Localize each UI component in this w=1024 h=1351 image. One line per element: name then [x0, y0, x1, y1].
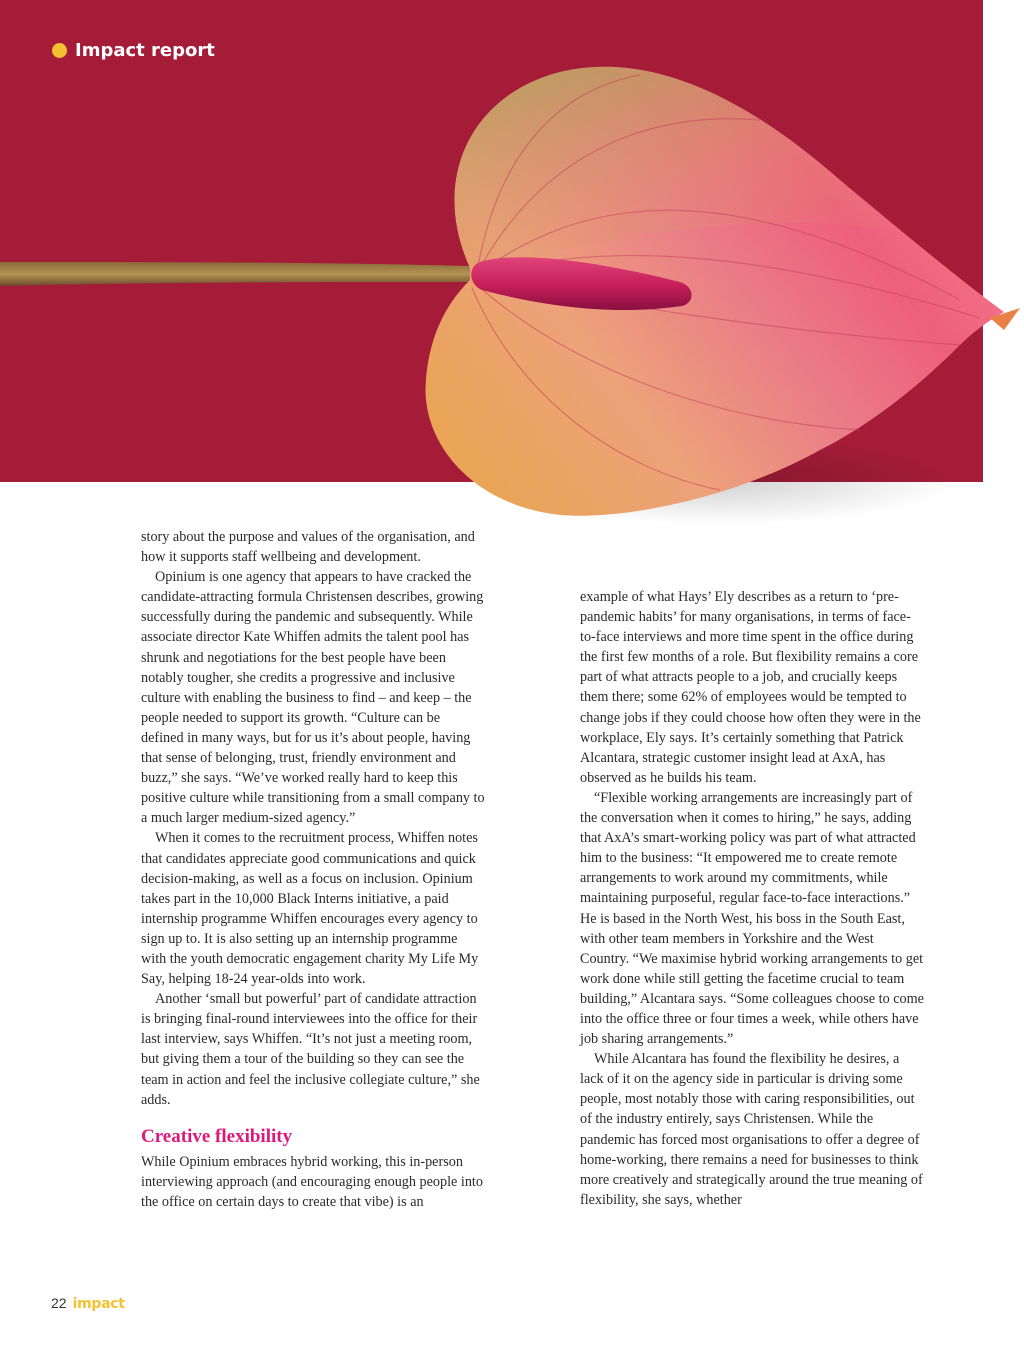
article-column-left [141, 527, 486, 1212]
paragraph: While Alcantara has found the flexibility he desires, a lack of it on the agency side in particular is driving some people, most notably those with caring responsibilities, out of the industry entirely, says Christensen. While the pandemic has forced most organisations to offer a degree of home-working, there remains a need for businesses to think more creatively and strategically around the true meaning of flexibility, she says, whether [580, 1051, 923, 1208]
section-tag [52, 40, 215, 61]
paragraph: Opinium is one agency that appears to have cracked the candidate-attracting formula Christensen describes, growing successfully during the pandemic and subsequently. While associate director Kate Whiffen admits the talent pool has shrunk and negotiations for the best people have been notably tougher, she credits a progressive and inclusive culture with enabling the business to find – and keep – the people needed to support its growth. “Culture can be defined in many ways, but for us it’s about people, having that sense of belonging, trust, friendly environment and buzz,” she says. “We’ve worked really hard to keep this positive culture while transitioning from a small company to a much larger medium-sized agency.” [141, 569, 485, 827]
article-column-right [580, 587, 925, 1210]
page-number: 22 [51, 1295, 67, 1311]
brand-logo: impact [72, 1296, 125, 1312]
paragraph: “Flexible working arrangements are increasingly part of the conversation when it comes to hiring,” he says, adding that AxA’s smart-working policy was part of what attracted him to the business: “It empowered me to create remote arrangements to work around my commitments, while maintaining purposeful, regular face-to-face interactions.” He is based in the North West, his boss in the South East, with other team members in Yorkshire and the West Country. “We maximise hybrid working arrangements to get work done while still getting the facetime crucial to team building,” Alcantara says. “Some colleagues choose to come into the office three or four times a week, while others have job sharing arrangements.” [580, 789, 924, 1048]
paragraph: When it comes to the recruitment process, Whiffen notes that candidates appreciate good communications and quick decision-making, as well as a focus on inclusion. Opinium takes part in the 10,000 Black Interns initiative, a paid internship programme Whiffen encourages every agency to sign up to. It is also setting up an internship programme with the youth democratic engagement charity My Life My Say, helping 18-24 year-olds into work. [141, 830, 479, 988]
anthurium-flower-icon [0, 0, 1024, 540]
page-footer [51, 1295, 125, 1312]
tag-dot-icon [52, 43, 67, 58]
paragraph: example of what Hays’ Ely describes as a return to ‘pre-pandemic habits’ for many organisations, in terms of face-to-face interviews and more time spent in the office during the first few months of a role. But flexibility remains a core part of what attracts people to a job, and crucially keeps them there; some 62% of employees would be tempted to change jobs if they could choose how often they were in the workplace, Ely says. It’s certainly something that Patrick Alcantara, strategic customer insight lead at AxA, has observed as he builds his team. [580, 589, 921, 786]
paragraph: Another ‘small but powerful’ part of candidate attraction is bringing final-round interviewees into the office for their last interview, says Whiffen. “It’s not just a meeting room, but giving them a tour of the building so they can see the team in action and feel the inclusive collegiate culture,” she adds. [141, 991, 480, 1108]
paragraph: While Opinium embraces hybrid working, this in-person interviewing approach (and encouraging enough people into the office on certain days to create that vibe) is an [141, 1153, 483, 1210]
subheading: Creative flexibility [141, 1125, 293, 1147]
paragraph: story about the purpose and values of the organisation, and how it supports staff wellbeing and development. [141, 529, 475, 566]
section-label: Impact report [75, 40, 215, 61]
